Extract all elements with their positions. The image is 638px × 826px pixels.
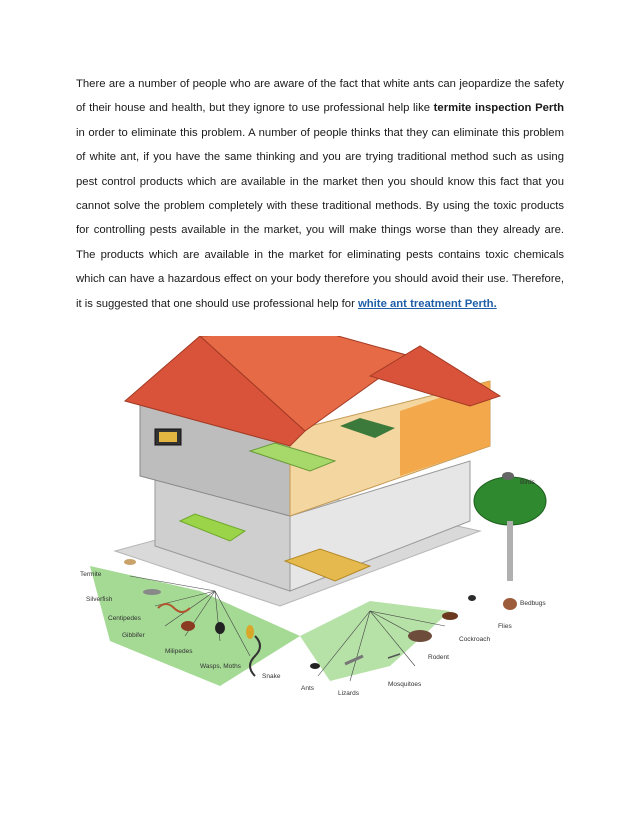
label-ants: Ants [301,685,315,692]
paragraph-text-1: There are a number of people who are aware of the fact that white ants can jeopardize the safety of their house and health, but they ignore to use professional help like [76,78,564,115]
white-ant-treatment-link[interactable]: white ant treatment Perth [357,297,494,310]
tv-screen [159,432,177,442]
label-lizards: Lizards [338,690,359,697]
label-milipedes: Milipedes [165,648,193,655]
label-silverfish: Silverfish [86,596,113,603]
paragraph-text-2: in order to eliminate this problem. A number of people thinks that they can eliminate this problem of white ant, if you have the same thinking and you are trying traditional method such as using pest control products which are available in the market then you should know this fact that you cannot solve the problem completely with these traditional methods. By using the toxic products for controlling pests available in the market, you will make things worse than they already are. The products which are available in the market for eliminating pests contains toxic chemicals which can have a hazardous effect on your body therefore you should avoid their use. Therefore, it is suggested that one should use professional help for [76,126,564,310]
tree-canopy [474,477,546,525]
label-wasps-moths: Wasps, Moths [200,663,241,670]
label-snake: Snake [262,673,281,680]
label-termite: Termite [80,571,102,578]
label-bedbugs: Bedbugs [520,600,546,607]
label-mosquitoes: Mosquitoes [388,681,422,688]
label-birds: Birds [520,479,535,486]
body-paragraph [76,72,564,316]
label-rodent: Rodent [428,654,449,661]
termite-inspection-bold: termite inspection Perth [433,102,564,115]
label-centipedes: Centipedes [108,615,141,622]
label-flies: Flies [498,623,512,630]
label-gibbifer: Gibbifer [122,632,145,639]
label-cockroach: Cockroach [459,636,491,643]
pest-house-illustration [70,336,570,700]
paragraph-end: . [493,297,497,310]
lawn-right [300,601,450,681]
tree-trunk [507,521,513,581]
